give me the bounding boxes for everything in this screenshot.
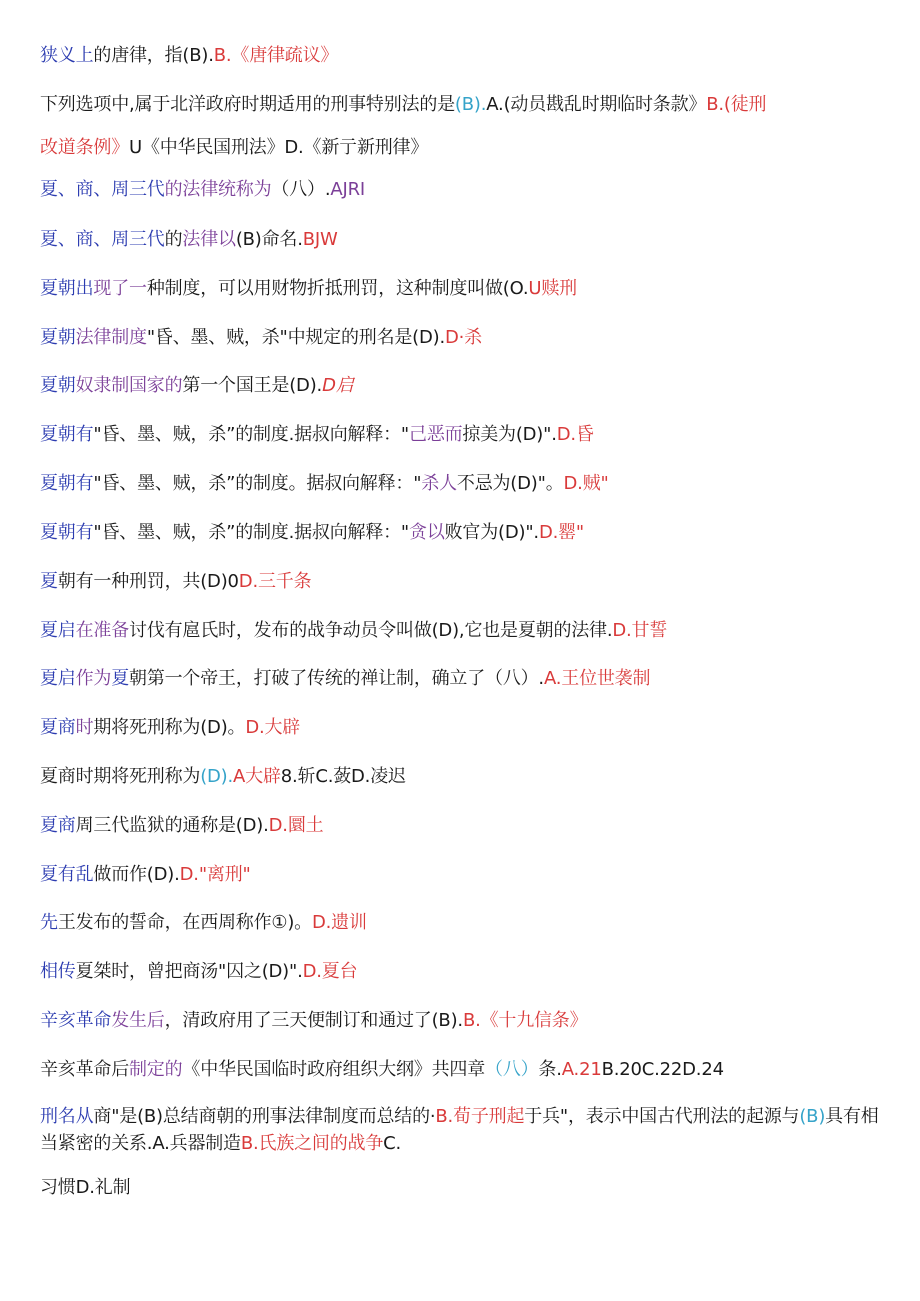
text-line <box>40 423 890 447</box>
text-segment: B.(徒刑 <box>706 94 767 115</box>
text-segment: D.罂" <box>538 522 584 543</box>
text-segment: 辛亥革命 <box>40 1010 112 1031</box>
text-segment: 杀人 <box>421 473 457 494</box>
text-line <box>40 326 890 350</box>
text-line <box>40 863 890 887</box>
text-segment: B.20C.22D.24 <box>601 1059 724 1080</box>
text-segment: 夏朝 <box>40 327 76 348</box>
text-segment: 己恶而 <box>409 424 463 445</box>
text-line <box>40 1103 890 1157</box>
text-segment: 朝第一个帝王，打破了传统的禅让制，确立了（八）. <box>129 668 544 689</box>
text-line <box>40 136 890 160</box>
text-segment: "昏、墨、贼，杀”的制度。据叔向解释：" <box>93 473 422 494</box>
text-segment: 夏启 <box>40 620 76 641</box>
text-segment: D.甘誓 <box>612 620 668 641</box>
text-segment: D.夏台 <box>302 961 358 982</box>
text-segment: 在准备 <box>75 620 130 641</box>
text-line <box>40 472 890 496</box>
text-segment: B.《十九信条》 <box>462 1010 588 1031</box>
text-segment: 掠美为(D)". <box>462 424 557 445</box>
text-segment: 期将死刑称为(D)。 <box>93 717 246 738</box>
text-segment: AJRI <box>330 179 365 200</box>
text-segment: 夏 <box>111 668 130 689</box>
text-segment: D.圜土 <box>268 815 324 836</box>
text-segment: 周三代监狱的通称是(D). <box>75 815 269 836</box>
text-segment: 的 <box>164 229 183 250</box>
text-segment: (B). <box>454 94 487 115</box>
text-segment: (B) <box>799 1106 826 1127</box>
text-segment: 具有相当紧密的关系.A.兵器制造 <box>40 1106 879 1154</box>
text-segment: （八） <box>485 1059 539 1080</box>
text-segment: 夏商 <box>40 717 76 738</box>
text-segment: 贪以 <box>409 522 445 543</box>
text-line <box>40 570 890 594</box>
text-segment: 下列选项中,属于北洋政府时期适用的刑事特别法的是 <box>40 94 455 115</box>
text-segment: A大辟 <box>233 766 281 787</box>
text-segment: 夏朝 <box>40 375 76 396</box>
text-line <box>40 277 890 301</box>
text-segment: 改道条例》 <box>40 137 129 158</box>
text-segment: A.王位世袭制 <box>543 668 651 689</box>
text-line <box>40 44 890 68</box>
text-segment: B.荀子刑起 <box>435 1106 525 1127</box>
text-segment: 朝有一种刑罚，共(D)0 <box>57 571 239 592</box>
text-segment: 第一个国王是(D). <box>182 375 323 396</box>
text-line <box>40 374 890 398</box>
text-line <box>40 765 890 789</box>
text-segment: D·杀 <box>445 327 482 348</box>
text-segment: 夏朝有 <box>40 473 94 494</box>
text-segment: B.氏族之间的战争 <box>240 1133 384 1154</box>
text-segment: 奴隶制国家的 <box>75 375 183 396</box>
text-segment: 《中华民国临时政府组织大纲》共四章 <box>182 1059 486 1080</box>
text-segment: 刑名从 <box>40 1106 94 1127</box>
text-segment: 发生后 <box>111 1010 165 1031</box>
text-segment: 法律以 <box>182 229 236 250</box>
text-segment: 时 <box>75 717 94 738</box>
text-segment: 作为 <box>75 668 112 689</box>
text-segment: 相传 <box>40 961 76 982</box>
text-line <box>40 960 890 984</box>
text-segment: 夏朝有 <box>40 522 94 543</box>
text-segment: 夏朝出 <box>40 278 94 299</box>
text-segment: A.21 <box>561 1059 602 1080</box>
text-segment: 王发布的誓命，在西周称作①)。 <box>57 912 312 933</box>
text-segment: （八）. <box>271 179 331 200</box>
text-segment: U《中华民国刑法》D.《新亍新刑律》 <box>129 137 429 158</box>
text-segment: 的法律统称为 <box>164 179 272 200</box>
text-segment: 败官为(D)". <box>444 522 539 543</box>
text-segment: ，清政府用了三天便制订和通过了(B). <box>164 1010 463 1031</box>
text-line <box>40 911 890 935</box>
text-segment: 夏朝有 <box>40 424 94 445</box>
text-segment: A.(动员戡乱时期临时条款》 <box>486 94 707 115</box>
text-segment: D.大辟 <box>245 717 301 738</box>
text-segment: "昏、墨、贼，杀”的制度.据叔向解释：" <box>93 424 410 445</box>
text-segment: C. <box>383 1133 402 1154</box>
text-segment: 现了一 <box>93 278 147 299</box>
text-segment: 辛亥革命后 <box>40 1059 129 1080</box>
text-segment: 夏启 <box>40 668 76 689</box>
text-line <box>40 93 890 117</box>
text-line <box>40 814 890 838</box>
text-line <box>40 521 890 545</box>
text-line <box>40 228 890 252</box>
text-segment: D."离刑" <box>179 864 251 885</box>
text-segment: 种制度，可以用财物折抵刑罚，这种制度叫做(O. <box>146 278 529 299</box>
text-segment: 先 <box>40 912 58 933</box>
text-segment: D.昏 <box>556 424 594 445</box>
text-segment: 于兵"，表示中国古代刑法的起源与 <box>524 1106 800 1127</box>
text-segment: 夏商时期将死刑称为 <box>40 766 201 787</box>
text-segment: 夏有乱 <box>40 864 94 885</box>
text-segment: (D). <box>200 766 234 787</box>
text-line <box>40 178 890 202</box>
text-segment: 不忌为(D)"。 <box>456 473 564 494</box>
text-segment: B.《唐律疏议》 <box>213 45 339 66</box>
text-segment: D.三千条 <box>238 571 312 592</box>
text-segment: (B)命名. <box>235 229 303 250</box>
text-line <box>40 1009 890 1033</box>
text-line <box>40 1058 890 1082</box>
text-segment: 8.斩C.蔹D.凌迟 <box>280 766 406 787</box>
text-segment: 夏、商、周三代 <box>40 179 165 200</box>
text-segment: 夏桀时，曾把商汤"囚之(D)". <box>75 961 303 982</box>
text-segment: 做而作(D). <box>93 864 180 885</box>
text-line <box>40 619 890 643</box>
text-segment: 讨伐有扈氏时，发布的战争动员令叫做(D),它也是夏朝的法律. <box>129 620 613 641</box>
text-segment: 夏 <box>40 571 58 592</box>
text-line <box>40 716 890 740</box>
text-segment: D启 <box>322 375 354 396</box>
text-line <box>40 1176 890 1200</box>
text-segment: 习惯D.礼制 <box>40 1177 131 1198</box>
text-segment: 商"是(B)总结商朝的刑事法律制度而总结的· <box>93 1106 436 1127</box>
text-segment: "昏、墨、贼，杀”的制度.据叔向解释：" <box>93 522 410 543</box>
text-segment: 法律制度 <box>75 327 147 348</box>
text-segment: BJW <box>302 229 338 250</box>
text-segment: 狭义上 <box>40 45 94 66</box>
text-line <box>40 667 890 691</box>
text-segment: D.贼" <box>563 473 609 494</box>
text-segment: 条. <box>538 1059 562 1080</box>
text-segment: 制定的 <box>129 1059 183 1080</box>
text-segment: D.遗训 <box>311 912 367 933</box>
text-segment: "昏、墨、贼，杀"中规定的刑名是(D). <box>146 327 445 348</box>
text-segment: 夏商 <box>40 815 76 836</box>
text-segment: U赎刑 <box>528 278 577 299</box>
text-segment: 的唐律，指(B). <box>93 45 214 66</box>
text-segment: 夏、商、周三代 <box>40 229 165 250</box>
